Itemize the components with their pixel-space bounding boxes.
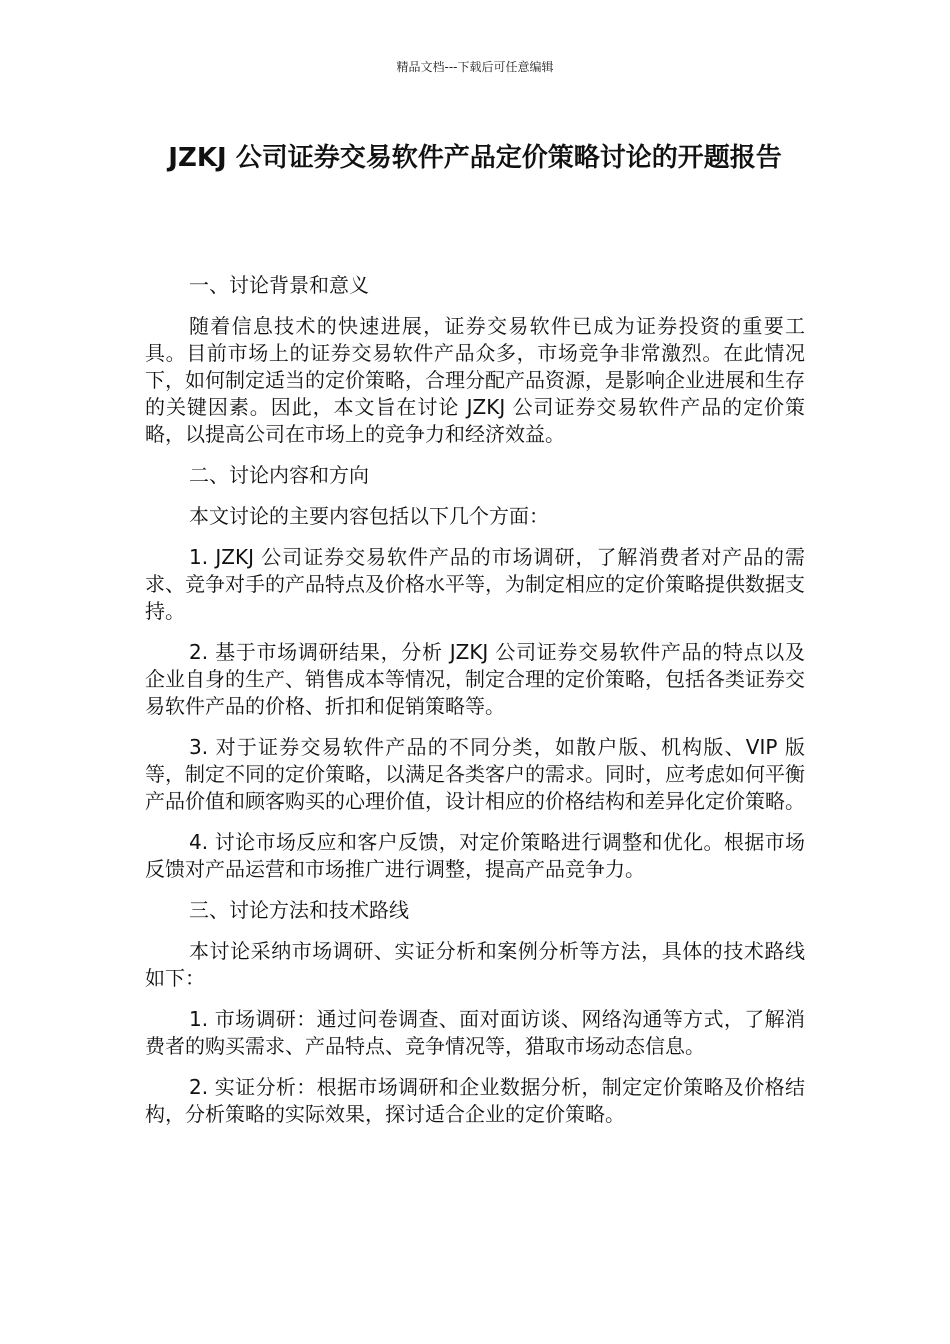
section-heading-methods: 三、讨论方法和技术路线 <box>189 898 409 922</box>
list-item-methods-2: 2. 实证分析：根据市场调研和企业数据分析，制定定价策略及价格结构，分析策略的实际效果，探讨适合企业的定价策略。 <box>145 1075 805 1126</box>
list-item-methods-1: 1. 市场调研：通过问卷调查、面对面访谈、网络沟通等方式，了解消费者的购买需求、产品特点、竞争情况等，猎取市场动态信息。 <box>145 1007 805 1058</box>
paragraph-methods-intro: 本讨论采纳市场调研、实证分析和案例分析等方法，具体的技术路线如下： <box>145 939 805 990</box>
document-body <box>145 272 805 1142</box>
list-item-content-3: 3. 对于证券交易软件产品的不同分类，如散户版、机构版、VIP 版等，制定不同的定价策略，以满足各类客户的需求。同时，应考虑如何平衡产品价值和顾客购买的心理价值，设计相应的价格结构和差异化定价策略。 <box>145 735 805 813</box>
list-item-content-2: 2. 基于市场调研结果，分析 JZKJ 公司证券交易软件产品的特点以及企业自身的生产、销售成本等情况，制定合理的定价策略，包括各类证券交易软件产品的价格、折扣和促销策略等。 <box>145 640 805 718</box>
section-heading-background: 一、讨论背景和意义 <box>189 273 369 297</box>
section-heading-content: 二、讨论内容和方向 <box>189 463 369 487</box>
paragraph-background: 随着信息技术的快速进展，证券交易软件已成为证券投资的重要工具。目前市场上的证券交易软件产品众多，市场竞争非常激烈。在此情况下，如何制定适当的定价策略，合理分配产品资源，是影响企业进展和生存的关键因素。因此，本文旨在讨论 JZKJ 公司证券交易软件产品的定价策略，以提高公司在市场上的竞争力和经济效益。 <box>145 314 805 446</box>
list-item-content-1: 1. JZKJ 公司证券交易软件产品的市场调研，了解消费者对产品的需求、竞争对手的产品特点及价格水平等，为制定相应的定价策略提供数据支持。 <box>145 545 805 623</box>
page-header: 精品文档---下载后可任意编辑 <box>396 60 554 74</box>
paragraph-content-intro: 本文讨论的主要内容包括以下几个方面： <box>189 504 549 528</box>
list-item-content-4: 4. 讨论市场反应和客户反馈，对定价策略进行调整和优化。根据市场反馈对产品运营和市场推广进行调整，提高产品竞争力。 <box>145 830 805 881</box>
document-title: JZKJ 公司证券交易软件产品定价策略讨论的开题报告 <box>168 143 782 173</box>
